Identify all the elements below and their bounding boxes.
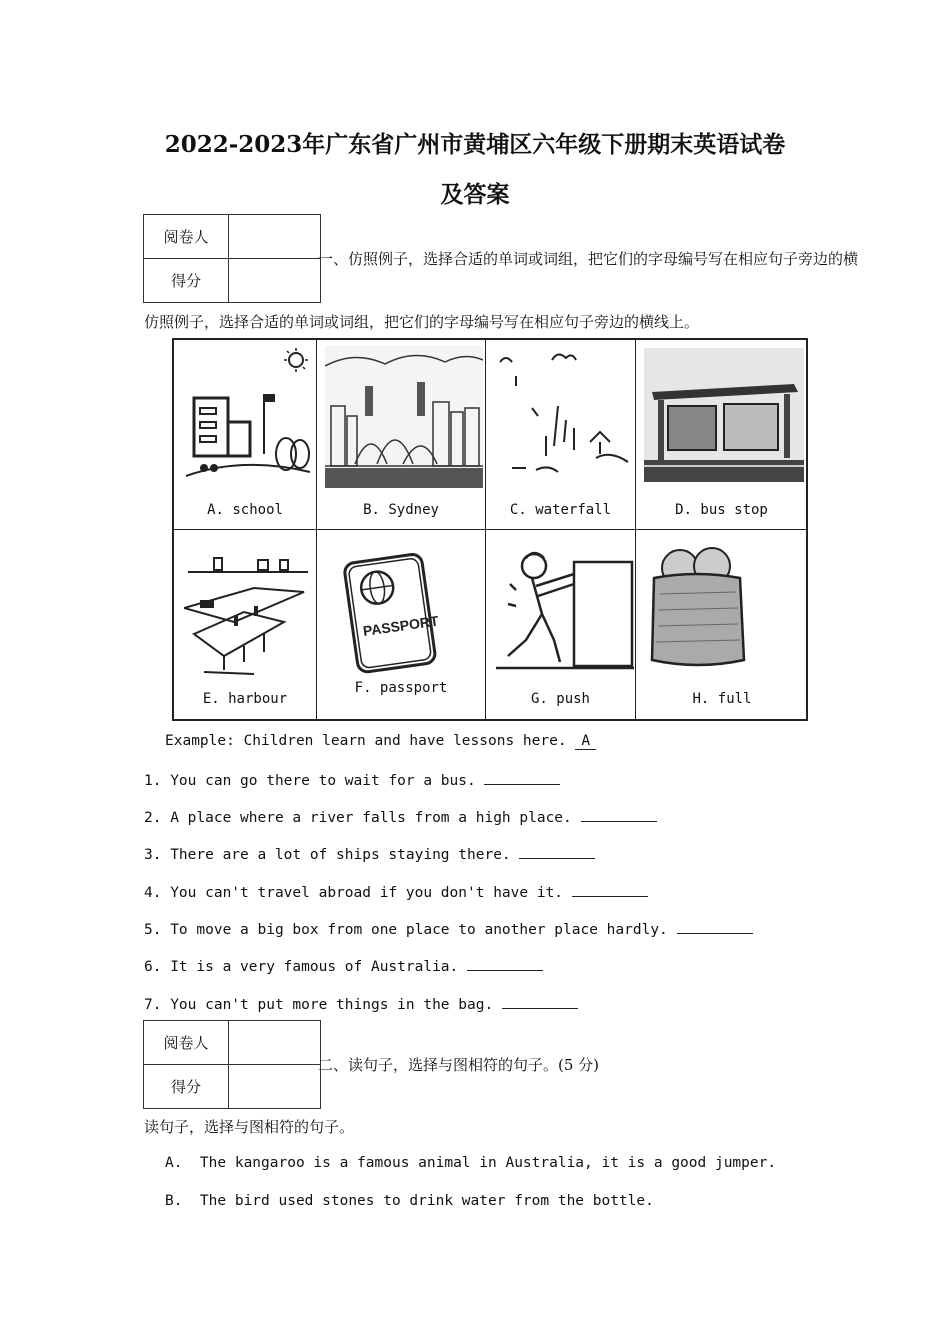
- picture-caption-b: B. Sydney: [363, 502, 439, 518]
- picture-cell-b: [317, 340, 486, 530]
- example-answer: A: [575, 733, 596, 750]
- score-field[interactable]: [229, 259, 321, 303]
- question-1-text: 1. You can go there to wait for a bus.: [144, 773, 485, 789]
- harbour-icon: [184, 552, 310, 682]
- question-5: [144, 919, 753, 938]
- push-icon: [496, 544, 634, 672]
- question-3: [144, 844, 595, 863]
- reviewer-field-2[interactable]: [229, 1021, 321, 1065]
- picture-grid: [172, 338, 808, 721]
- page-title-line2: 及答案: [440, 181, 510, 208]
- school-icon: [182, 346, 312, 486]
- example-line: [165, 733, 596, 750]
- question-6: [144, 956, 543, 975]
- section1-heading: 一、仿照例子，选择合适的单词或词组，把它们的字母编号写在相应句子旁边的横: [318, 250, 859, 268]
- waterfall-icon: [492, 346, 630, 486]
- picture-cell-c: [486, 340, 636, 530]
- answer-blank-3[interactable]: [519, 844, 595, 859]
- reviewer-label: 阅卷人: [144, 215, 229, 259]
- question-3-text: 3. There are a lot of ships staying there.: [144, 847, 520, 863]
- reviewer-label-2: 阅卷人: [144, 1021, 229, 1065]
- score-label: 得分: [144, 259, 229, 303]
- picture-caption-a: A. school: [207, 502, 283, 518]
- picture-cell-e: [174, 530, 317, 719]
- picture-caption-g: G. push: [530, 691, 590, 707]
- section2-instruction: 读句子，选择与图相符的句子。: [144, 1118, 355, 1136]
- picture-cell-a: [174, 340, 317, 530]
- score-box-1: [143, 214, 321, 303]
- picture-caption-h: H. full: [692, 691, 752, 707]
- question-1: [144, 770, 560, 789]
- question-7-text: 7. You can't put more things in the bag.: [144, 997, 502, 1013]
- page-title-line1: 2022-2023年广东省广州市黄埔区六年级下册期末英语试卷: [164, 131, 786, 158]
- question-6-text: 6. It is a very famous of Australia.: [144, 959, 468, 975]
- question-5-text: 5. To move a big box from one place to another place hardly.: [144, 922, 677, 938]
- answer-blank-2[interactable]: [581, 807, 657, 822]
- full-bag-icon: [646, 544, 750, 672]
- example-text: Example: Children learn and have lessons here.: [165, 733, 576, 749]
- section1-instruction: 仿照例子，选择合适的单词或词组，把它们的字母编号写在相应句子旁边的横线上。: [144, 313, 700, 331]
- question-2: [144, 807, 657, 826]
- score-field-2[interactable]: [229, 1065, 321, 1109]
- answer-blank-5[interactable]: [677, 919, 753, 934]
- picture-caption-c: C. waterfall: [509, 502, 612, 518]
- answer-blank-6[interactable]: [467, 956, 543, 971]
- option-b: B. The bird used stones to drink water from the bottle.: [165, 1193, 654, 1209]
- score-box-2: [143, 1020, 321, 1109]
- picture-cell-h: [636, 530, 808, 719]
- answer-blank-4[interactable]: [572, 882, 648, 897]
- sydney-opera-house-icon: [325, 346, 483, 488]
- question-4: [144, 882, 648, 901]
- question-4-text: 4. You can't travel abroad if you don't have it.: [144, 885, 572, 901]
- answer-blank-7[interactable]: [502, 994, 578, 1009]
- picture-caption-f: F. passport: [354, 680, 448, 696]
- picture-cell-d: [636, 340, 808, 530]
- svg-text:PASSPORT: PASSPORT: [361, 612, 440, 639]
- bus-stop-icon: [644, 348, 804, 482]
- option-a: A. The kangaroo is a famous animal in Australia, it is a good jumper.: [165, 1155, 777, 1171]
- picture-cell-g: [486, 530, 636, 719]
- picture-caption-e: E. harbour: [202, 691, 288, 707]
- answer-blank-1[interactable]: [484, 770, 560, 785]
- section2-heading: 二、读句子，选择与图相符的句子。(5 分): [318, 1056, 600, 1074]
- question-7: [144, 994, 578, 1013]
- score-label-2: 得分: [144, 1065, 229, 1109]
- passport-icon: [341, 550, 441, 678]
- picture-caption-d: D. bus stop: [675, 502, 768, 518]
- reviewer-field[interactable]: [229, 215, 321, 259]
- picture-cell-f: [317, 530, 486, 719]
- question-2-text: 2. A place where a river falls from a high place.: [144, 810, 581, 826]
